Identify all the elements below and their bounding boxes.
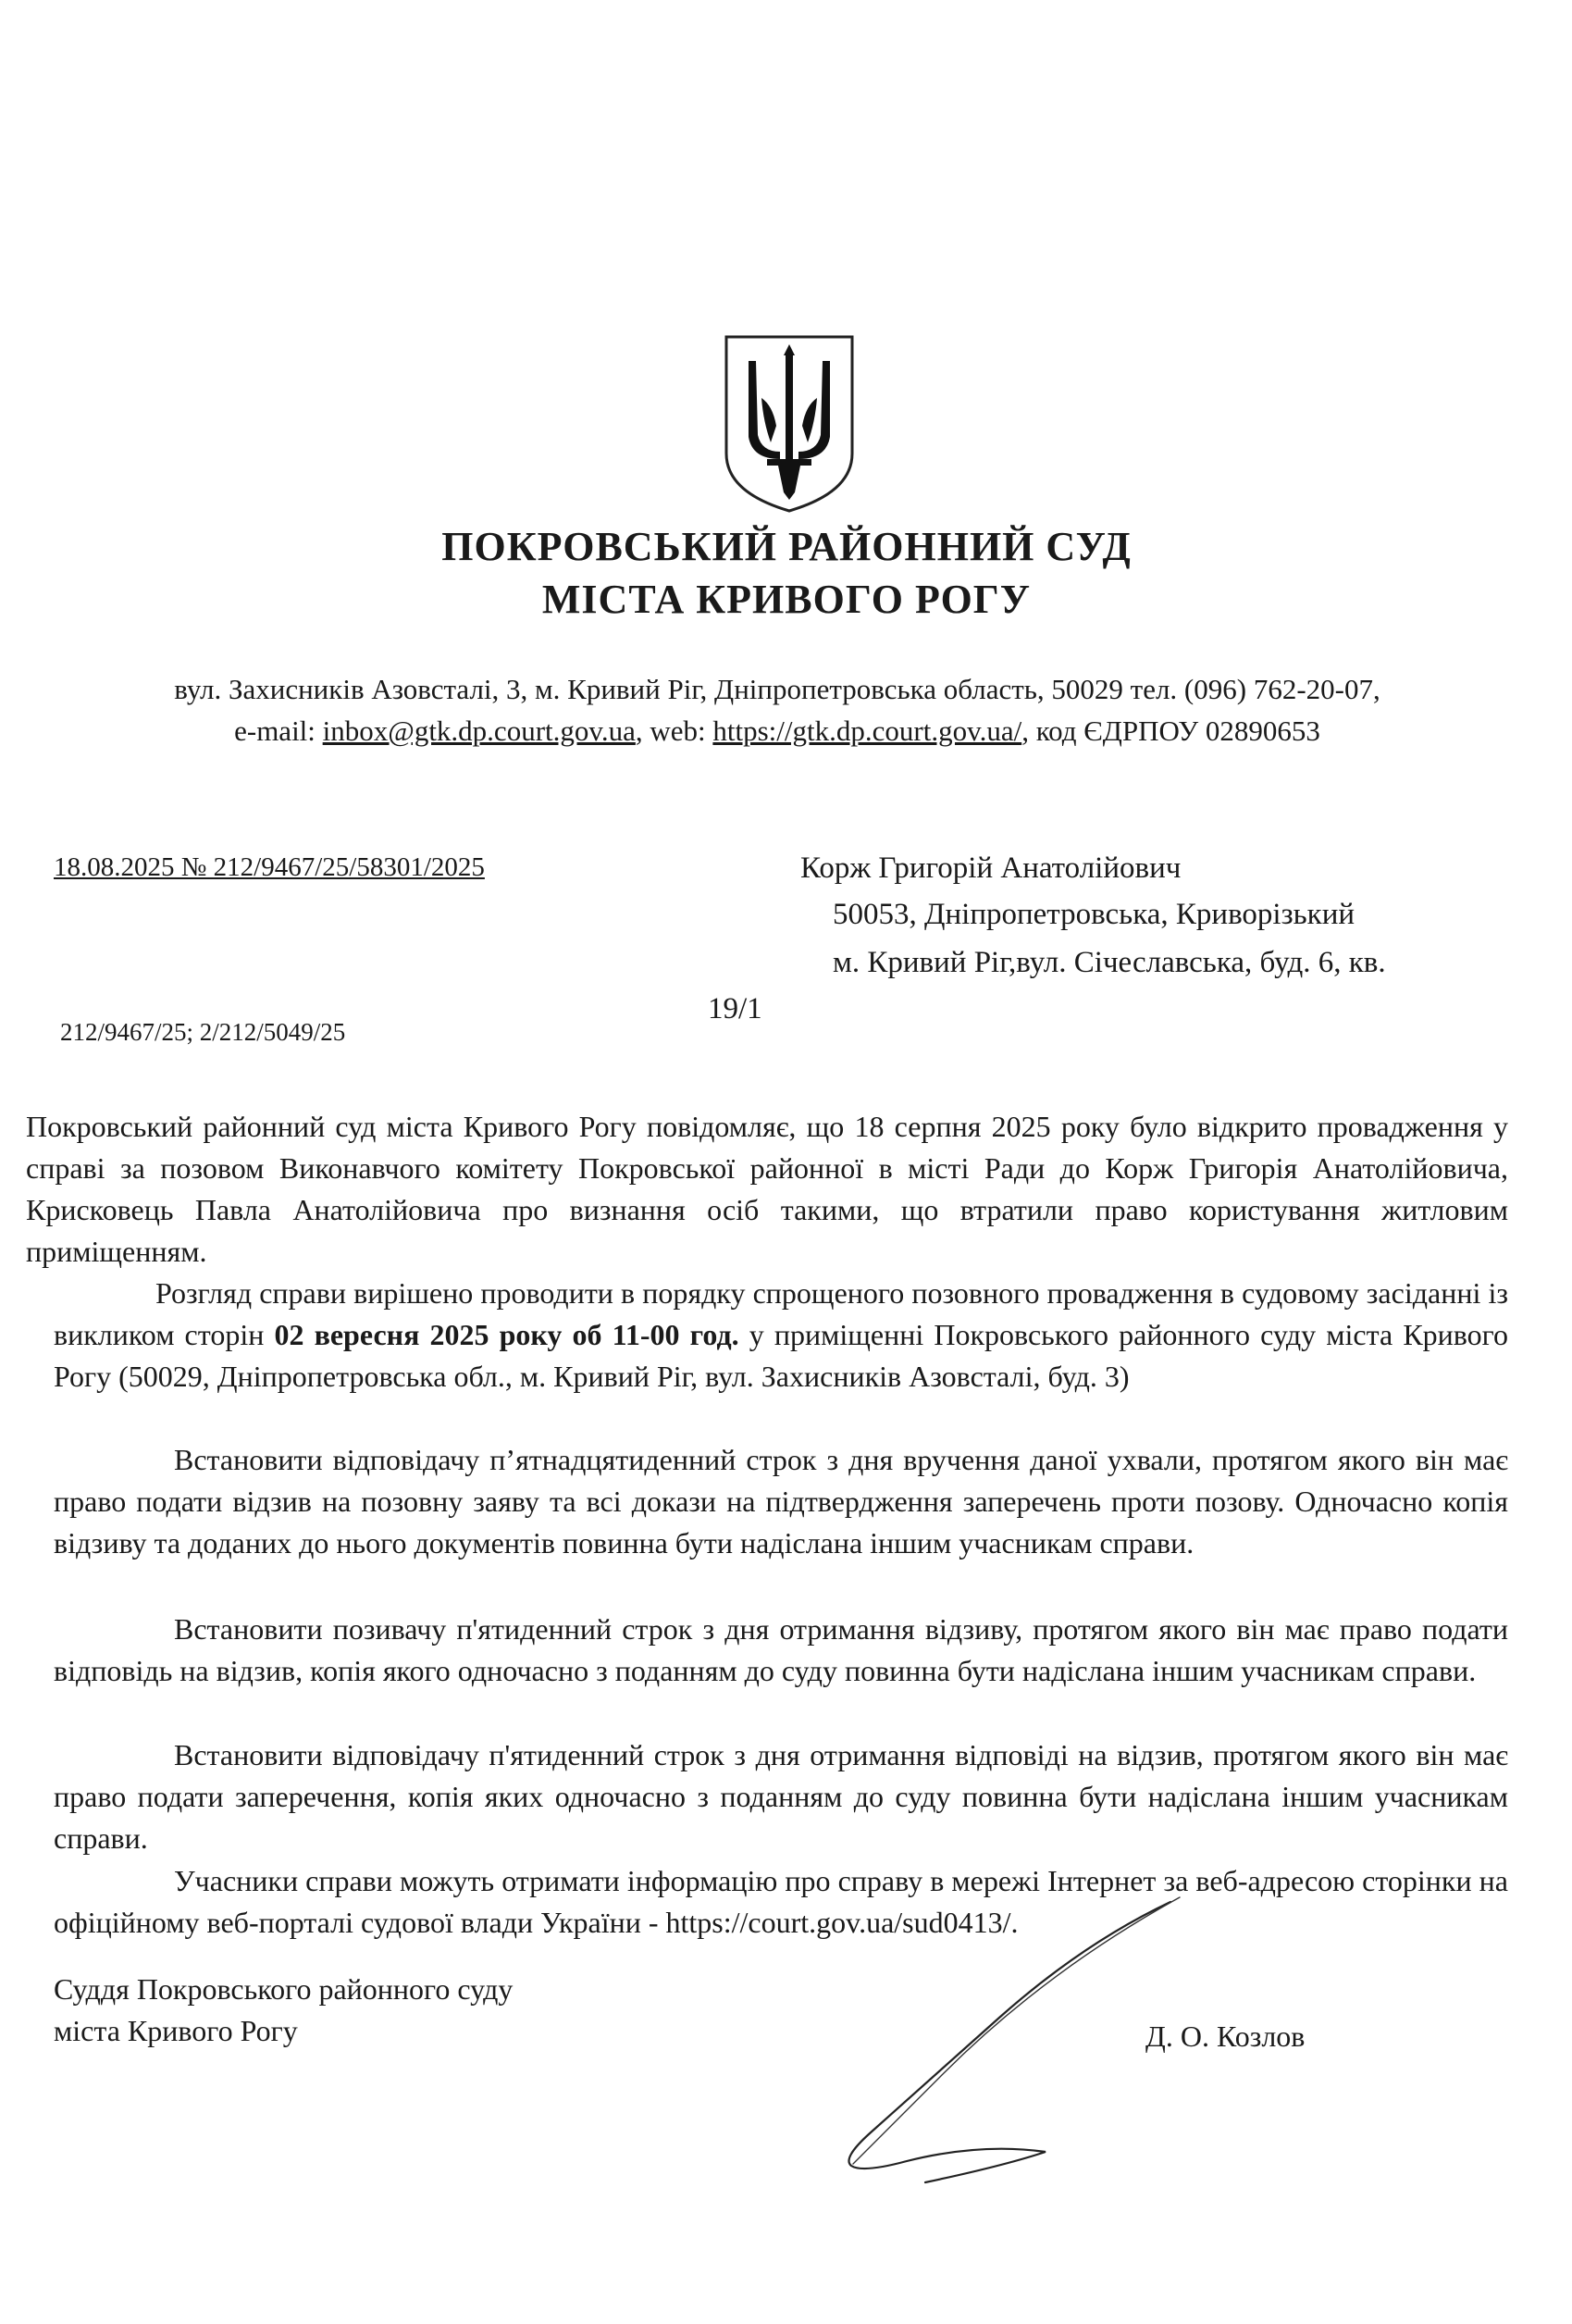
web-label: , web: [635, 715, 713, 747]
paragraph: Учасники справи можуть отримати інформацію про справу в мережі Інтернет за веб-адресою сторінки на офіційному веб-порталі судової влади України - https://court.gov.ua/sud0413/. [54, 1864, 1508, 1939]
court-name-line1: ПОКРОВСЬКИЙ РАЙОННИЙ СУД [441, 524, 1132, 569]
outgoing-reference: 18.08.2025 № 212/9467/25/58301/2025 [54, 852, 485, 882]
paragraph: Покровський районний суд міста Кривого Рогу повідомляє, що 18 серпня 2025 року було відкрито провадження у справі за позовом Виконавчого комітету Покровської районної в місті Ради до Корж Григорія Анатолійовича, Крисковець Павла Анатолійовича про визнання осіб такими, що втратили право користування житловим приміщенням. [26, 1110, 1508, 1268]
judge-name: Д. О. Козлов [1145, 2020, 1306, 2053]
edrpou-code: , код ЄДРПОУ 02890653 [1021, 715, 1320, 747]
email-link[interactable]: inbox@gtk.dp.court.gov.ua [322, 715, 636, 747]
judge-title-line2: міста Кривого Рогу [54, 2014, 298, 2047]
trident-coat-of-arms-icon [721, 333, 858, 514]
handwritten-signature [805, 1888, 1194, 2194]
paragraph: Встановити відповідачу п’ятнадцятиденний строк з дня вручення даної ухвали, протягом якого він має право подати відзив на позовну заяву та всі докази на підтвердження заперечень проти позову. Одночасно копія відзиву та доданих до нього документів повинна бути надіслана іншим учасникам справи. [54, 1443, 1508, 1560]
paragraph [54, 1273, 1508, 1398]
case-numbers: 212/9467/25; 2/212/5049/25 [60, 1018, 346, 1046]
web-link[interactable]: https://gtk.dp.court.gov.ua/ [712, 715, 1022, 747]
court-address: вул. Захисників Азовсталі, 3, м. Кривий Ріг, Дніпропетровська область, 50029 тел. (096) 762-20-07, [174, 673, 1380, 705]
recipient-name: Корж Григорій Анатолійович [800, 851, 1182, 885]
court-contacts [93, 715, 1462, 748]
paragraph-text: Розгляд справи вирішено проводити в порядку спрощеного позовного провадження в судовому засіданні із викликом сторін [54, 1276, 1508, 1351]
paragraph: Встановити відповідачу п'ятиденний строк з дня отримання відповіді на відзив, протягом якого він має право подати заперечення, копія яких одночасно з поданням до суду повинна бути надіслана іншим учасникам справи. [54, 1738, 1508, 1855]
paragraph: Встановити позивачу п'ятиденний строк з дня отримання відзиву, протягом якого він має право подати відповідь на відзив, копія якого одночасно з поданням до суду повинна бути надіслана іншим учасникам справи. [54, 1612, 1508, 1687]
email-label: e-mail: [234, 715, 323, 747]
court-name-line2: МІСТА КРИВОГО РОГУ [541, 577, 1032, 622]
hearing-date: 02 вересня 2025 року об 11-00 год. [274, 1318, 739, 1351]
paragraph-text: у приміщенні Покровського районного суду міста Кривого Рогу (50029, Дніпропетровська обл., м. Кривий Ріг, вул. Захисників Азовсталі, буд. 3) [54, 1318, 1509, 1393]
recipient-address-line: 50053, Дніпропетровська, Криворізький [833, 898, 1355, 931]
recipient-address-line: 19/1 [708, 992, 762, 1025]
judge-title-line1: Суддя Покровського районного суду [54, 1972, 514, 2006]
recipient-address-line: м. Кривий Ріг,вул. Січеславська, буд. 6, кв. [833, 946, 1386, 979]
